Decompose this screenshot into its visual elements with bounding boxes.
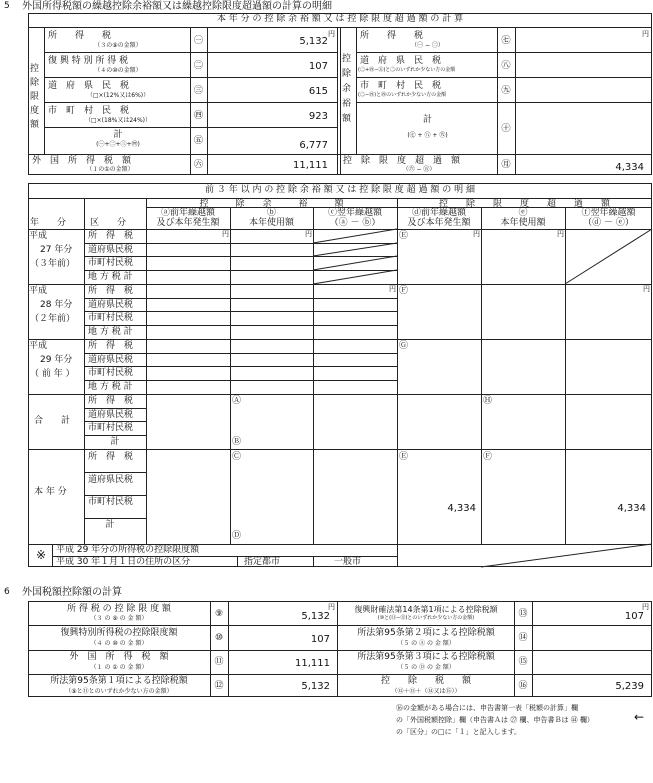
- col-f-header: ⓕ翌年繰越額 （ⓓ － ⓔ）: [581, 208, 636, 228]
- deduction-surplus-group-label: 控除余裕額: [342, 54, 352, 124]
- section6-title: 外国税額控除額の計算: [22, 587, 122, 598]
- col-a-header: ⓐ前年繰越額 及び本年発生額: [156, 208, 220, 228]
- col-kubun-label: 区 分: [90, 218, 127, 228]
- deduction-limit-group-label: 控除限度額: [30, 64, 40, 130]
- prior-years-header: 前 ３ 年 以 内 の 控 除 余 裕 額 又 は 控 除 限 度 超 過 額 の 明 細: [205, 185, 475, 195]
- col-e-header: ⓔ 本年使用額: [500, 208, 546, 228]
- col-year-label: 年 分: [30, 218, 67, 228]
- col-d-header: ⓓ前年繰越額 及び本年発生額: [407, 208, 471, 228]
- section6-number: 6: [4, 587, 10, 597]
- section5-number: 5: [4, 1, 10, 11]
- arrow-icon: ←: [634, 710, 645, 724]
- col-b-header: ⓑ 本年使用額: [248, 208, 294, 228]
- col-c-header: ⓒ翌年繰越額 （ⓐ － ⓑ）: [327, 208, 382, 228]
- section5-title: 外国所得税額の繰越控除余裕額又は繰越控除限度超過額の計算の明細: [22, 1, 332, 12]
- current-year-header: 本 年 分 の 控 除 余 裕 額 又 は 控 除 限 度 超 過 額 の 計 算: [216, 14, 464, 24]
- group-excess-label: 控 除 限 度 超 過 額: [438, 199, 610, 209]
- group-surplus-label: 控 除 余 裕 額: [199, 199, 344, 209]
